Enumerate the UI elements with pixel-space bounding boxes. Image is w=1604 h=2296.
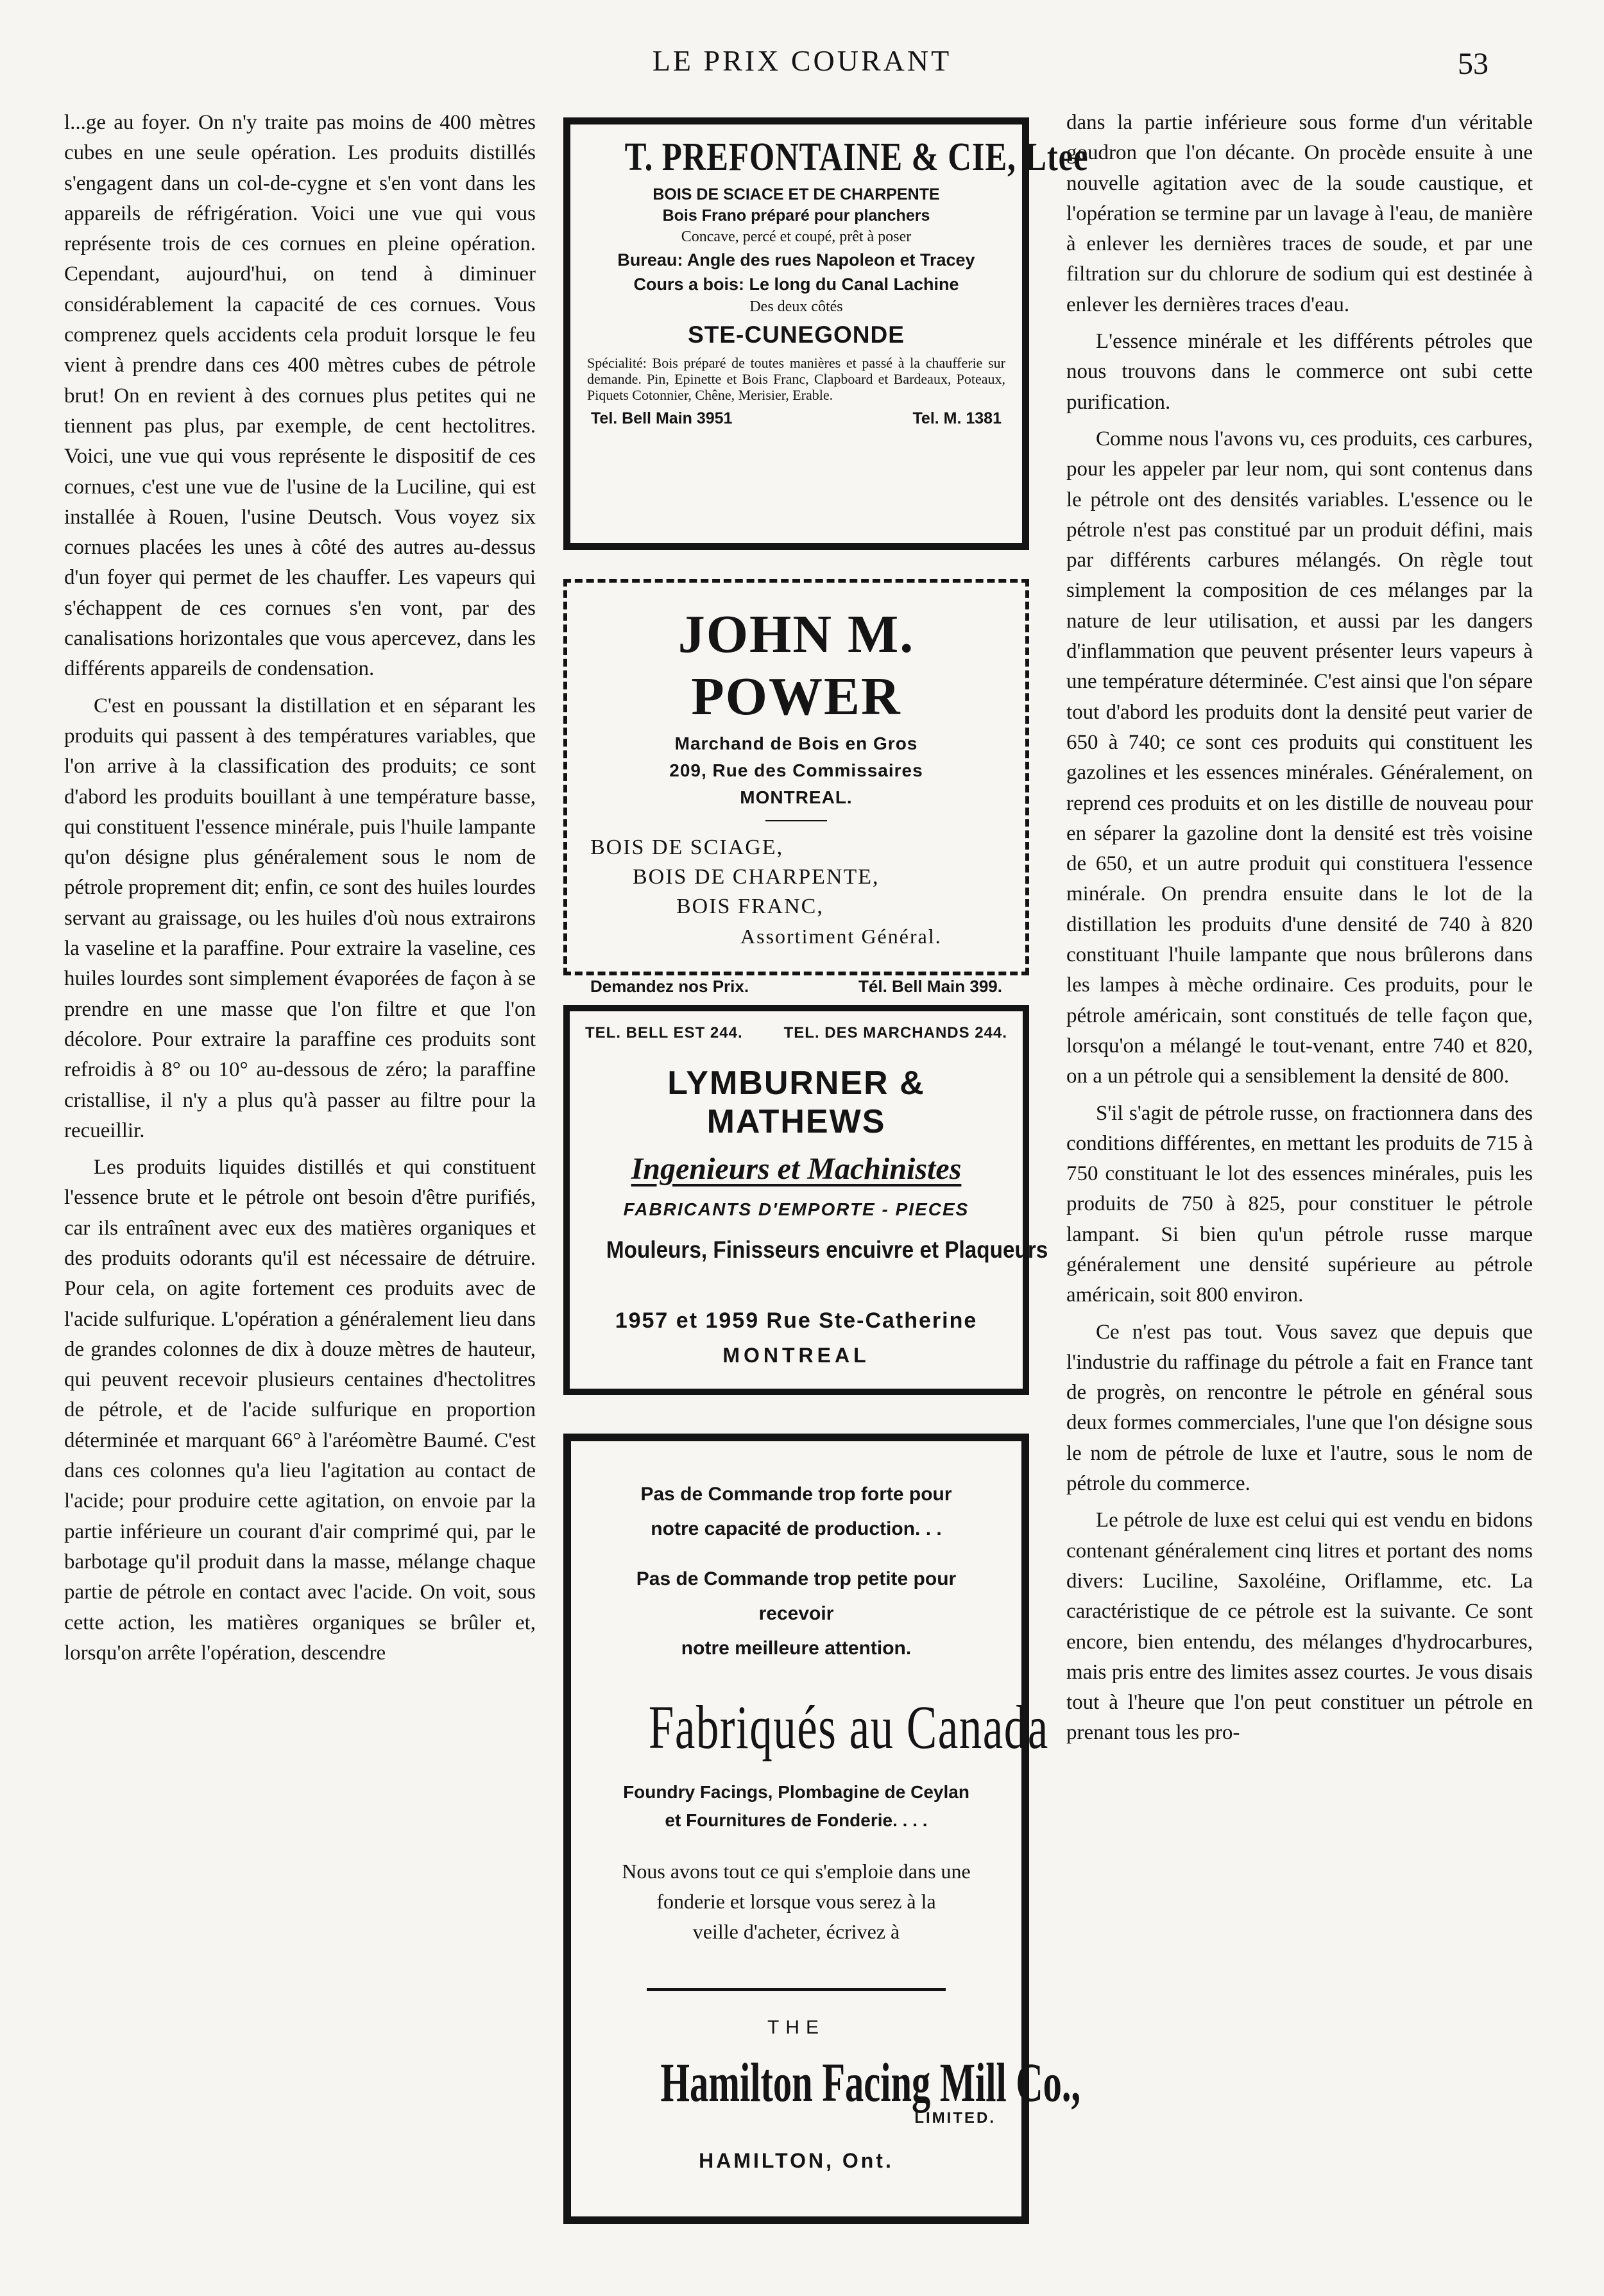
ad-line: Pas de Commande trop forte pour — [640, 1484, 952, 1505]
ad-specialty-text: Spécialité: Bois préparé de toutes manières et passé à la chaufferie sur demande. Pin, Epinette et Bois Franc, Clapboard et Bardeaux, Poteaux, Piquets Cotonnier, Chêne, Merisier, Erable. — [587, 355, 1005, 403]
ad-line: LIMITED. — [914, 2109, 996, 2127]
ad-place-name: STE-CUNEGONDE — [688, 321, 905, 348]
ad-line: notre capacité de production. . . — [651, 1518, 942, 1539]
article-paragraph: S'il s'agit de pétrole russe, on fractionnera dans des conditions différentes, en mettant les produits de 715 à 750 constituant le lot des essences minérales, puis les produits de 750 à 825, pour constituer le pétrole lampant. Si bien qu'un pétrole russe marque généralement une densité supérieure au pétrole américain, soit 800 environ. — [1066, 1101, 1533, 1307]
ad-telephone: Tel. M. 1381 — [912, 409, 1002, 427]
advertisement-hamilton-facing — [563, 1434, 1081, 2224]
ad-footer — [590, 977, 1002, 997]
ad-line: notre meilleure attention. — [681, 1638, 912, 1659]
ad-product-list — [590, 833, 1002, 951]
ad-product: Assortiment Général. — [740, 925, 942, 948]
ad-telephone: TEL. DES MARCHANDS 244. — [783, 1024, 1007, 1041]
advertisement-john-power — [563, 579, 1029, 996]
ad-company-name: LYMBURNER & MATHEWS — [667, 1065, 925, 1140]
ad-city: HAMILTON, Ont. — [699, 2149, 894, 2172]
article-paragraph: Ce n'est pas tout. Vous savez que depuis que l'industrie du raffinage du pétrole a fait en France tant de progrès, on rencontre le pétrole en général sous deux formes commerciales, l'une que l'on désigne sous le nom de pétrole de luxe et l'autre, sous le nom de pétrole du commerce. — [1066, 1320, 1533, 1496]
ad-line: Concave, percé et coupé, prêt à poser — [681, 228, 912, 245]
ad-telephone: TEL. BELL EST 244. — [585, 1024, 743, 1041]
ad-office-address: Bureau: Angle des rues Napoleon et Tracey — [617, 250, 975, 270]
ad-city: MONTREAL. — [740, 787, 853, 807]
ad-city: MONTREAL — [722, 1344, 870, 1367]
left-article-column — [64, 108, 536, 1675]
ad-address: 1957 et 1959 Rue Ste-Catherine — [615, 1308, 978, 1333]
ad-line: THE — [767, 2017, 825, 2038]
ad-footer-text: Demandez nos Prix. — [590, 977, 749, 996]
ad-telephone: Tel. Bell Main 3951 — [591, 409, 733, 427]
article-paragraph: Le pétrole de luxe est celui qui est vendu en bidons contenant généralement cinq litres et portant des noms divers: Luciline, Saxoléine, Oriflamme, etc. La caractéristique de ce pétrole est la suivante. Ce sont encore, bien entendu, des mélanges d'hydrocarbures, mais pris entre des limites assez courtes. Je vous disais tout à l'heure que l'on peut constituer un pétrole en prenant tous les pro- — [1066, 1509, 1533, 1745]
ad-telephone: Tél. Bell Main 399. — [858, 977, 1002, 996]
ad-body-line: veille d'acheter, écrivez à — [692, 1920, 900, 1943]
ad-line: Des deux côtés — [749, 298, 843, 315]
ad-body-text — [597, 1856, 996, 1947]
article-paragraph: C'est en poussant la distillation et en séparant les produits qui passent à des températures variables, que l'on arrive à la classification des produits; ce sont d'abord les produits bouillant à une température basse, qui constituent l'essence minérale, puis l'huile lampante qu'on désigne plus généralement sous le nom de pétrole proprement dit; enfin, ce sont des huiles lourdes servant au graissage, ou les huiles d'où nous extrairons la vaseline et la paraffine. Pour extraire la vaseline, ces huiles lourdes sont simplement évaporées de façon à se prendre en une masse que l'on filtre et que l'on décolore. Pour extraire la paraffine ces produits sont refroidis à 8° ou 10° au-dessous de zéro; la paraffine cristallise, il n'y a plus qu'à passer au filtre pour la recueillir. — [64, 694, 536, 1142]
ad-subtitle: Ingenieurs et Machinistes — [631, 1152, 962, 1186]
ad-subtitle-2: FABRICANTS D'EMPORTE - PIECES — [623, 1199, 969, 1219]
article-paragraph: Comme nous l'avons vu, ces produits, ces carbures, pour les appeler par leur nom, qui sont contenus dans le pétrole ont des densités variables. L'essence ou le pétrole n'est pas constitué par un produit défini, mais par différents carbures mélangés. On règle tout simplement la composition de ces mélanges par la nature de leur utilisation, et aussi par les dangers d'inflammation que peuvent présenter leurs vapeurs à une température déterminée. C'est ainsi que l'on sépare tout d'abord les produits dont la densité peut varier de 650 à 740; ce sont ces produits qui constituent les gazolines et les essences minérales. Généralement, on reprend ces produits et on les distille de nouveau pour en séparer la gazoline dont la densité est très voisine de 650, et un autre produit qui constituera l'essence minérale. On prendra ensuite dans le lot de la distillation les produits d'une densité de 740 à 820 constituant l'huile lampante que nous brûlerons dans les lampes à mèche ordinaire. Ces produits, pour le pétrole américain, sont constitués de telle façon que, lorsqu'on a mélangé le tout-venant, entre 740 et 820, on a un pétrole qui a sensiblement la densité de 800. — [1066, 427, 1533, 1088]
ad-company-name: T. PREFONTAINE & CIE, Ltee — [624, 135, 1089, 179]
ad-company-name: JOHN M. POWER — [678, 604, 915, 726]
ad-body-line: fonderie et lorsque vous serez à la — [656, 1890, 936, 1913]
ad-product: BOIS FRANC, — [676, 895, 824, 918]
advertisement-prefontaine — [563, 117, 1089, 550]
ad-line: Pas de Commande trop petite pour recevoir — [636, 1568, 957, 1624]
ad-line: BOIS DE SCIACE ET DE CHARPENTE — [653, 185, 940, 203]
article-paragraph: L'essence minérale et les différents pétroles que nous trouvons dans le commerce ont subi cette purification. — [1066, 330, 1533, 414]
ad-line: Marchand de Bois en Gros — [674, 733, 918, 753]
ad-product: BOIS DE CHARPENTE, — [633, 865, 880, 889]
ad-line: Bois Frano préparé pour planchers — [662, 207, 930, 225]
page-number: 53 — [1458, 47, 1489, 81]
ad-product: BOIS DE SCIAGE, — [590, 835, 784, 859]
ad-headline: Fabriqués au Canada — [648, 1693, 1049, 1761]
article-paragraph: dans la partie inférieure sous forme d'un véritable goudron que l'on décante. On procède ensuite à une nouvelle agitation avec de la soude caustique, et l'opération se termine par un lavage à l'eau, de manière à enlever les dernières traces de soude, et par une filtration sur du chlorure de sodium qui est destinée à enlever les dernières traces d'eau. — [1066, 111, 1533, 316]
divider — [765, 820, 827, 821]
right-article-column — [1066, 108, 1533, 1755]
ad-line: Foundry Facings, Plombagine de Ceylan — [623, 1782, 969, 1802]
ad-line: Mouleurs, Finisseurs encuivre et Plaqueurs — [606, 1237, 1048, 1263]
divider — [647, 1988, 946, 1991]
ad-yard-address: Cours a bois: Le long du Canal Lachine — [633, 275, 959, 294]
page-header-title: LE PRIX COURANT — [652, 44, 952, 77]
ad-telephones — [585, 1024, 1007, 1042]
ad-body-line: Nous avons tout ce qui s'emploie dans une — [622, 1860, 971, 1883]
article-paragraph: Les produits liquides distillés et qui constituent l'essence brute et le pétrole ont besoin d'être purifiés, car ils entraînent avec eux des matières organiques et des produits odorants qu'il est nécessaire de détruire. Pour cela, on agite fortement ces produits avec de l'acide sulfurique. L'opération a généralement lieu dans de grandes colonnes de dix à douze mètres de hauteur, qui peuvent recevoir plusieurs centaines d'hectolitres de pétrole, et de l'acide sulfurique en proportion déterminée et marquant 66° à l'aréomètre Baumé. C'est dans ces colonnes qu'a lieu l'agitation au contact de l'acide; pour produire cette agitation, on envoie par la partie inférieure un courant d'air comprimé qui, par le barbotage qu'il produit dans la masse, mélange chaque partie de pétrole en contact avec l'acide. On voit, sous cette action, les matières organiques se brûler et, lorsqu'on arrête l'opération, descendre — [64, 1156, 536, 1665]
ad-line: et Fournitures de Fonderie. . . . — [665, 1810, 928, 1830]
ad-company-name: Hamilton Facing Mill Co., — [660, 2052, 1081, 2113]
ad-telephones — [587, 409, 1005, 428]
ad-address: 209, Rue des Commissaires — [669, 760, 923, 780]
advertisement-lymburner — [563, 1005, 1048, 1395]
article-paragraph: l...ge au foyer. On n'y traite pas moins de 400 mètres cubes en une seule opération. Les produits distillés s'engagent dans un col-de-cygne et s'en vont dans les appareils de réfrigération. Voici une vue qui vous représente trois de ces cornues en pleine opération. Cependant, aujourd'hui, on tend à diminuer considérablement la capacité de ces cornues. Vous comprenez quels accidents cela produit lorsque le feu vient à prendre dans ces 400 mètres cubes de pétrole brut! On en revient à des cornues plus petites qui ne tiennent pas plus, par exemple, de cent hectolitres. Voici, une vue qui vous représente le dispositif de ces cornues, c'est une vue de l'usine de la Luciline, qui est installée à Rouen, l'usine Deutsch. Vous voyez six cornues placées les unes à côté des autres au-dessus d'un foyer qui permet de les chauffer. Les vapeurs qui s'échappent de ces cornues s'en vont, par des canalisations horizontales que vous apercevez, dans les différents appareils de condensation. — [64, 111, 536, 681]
